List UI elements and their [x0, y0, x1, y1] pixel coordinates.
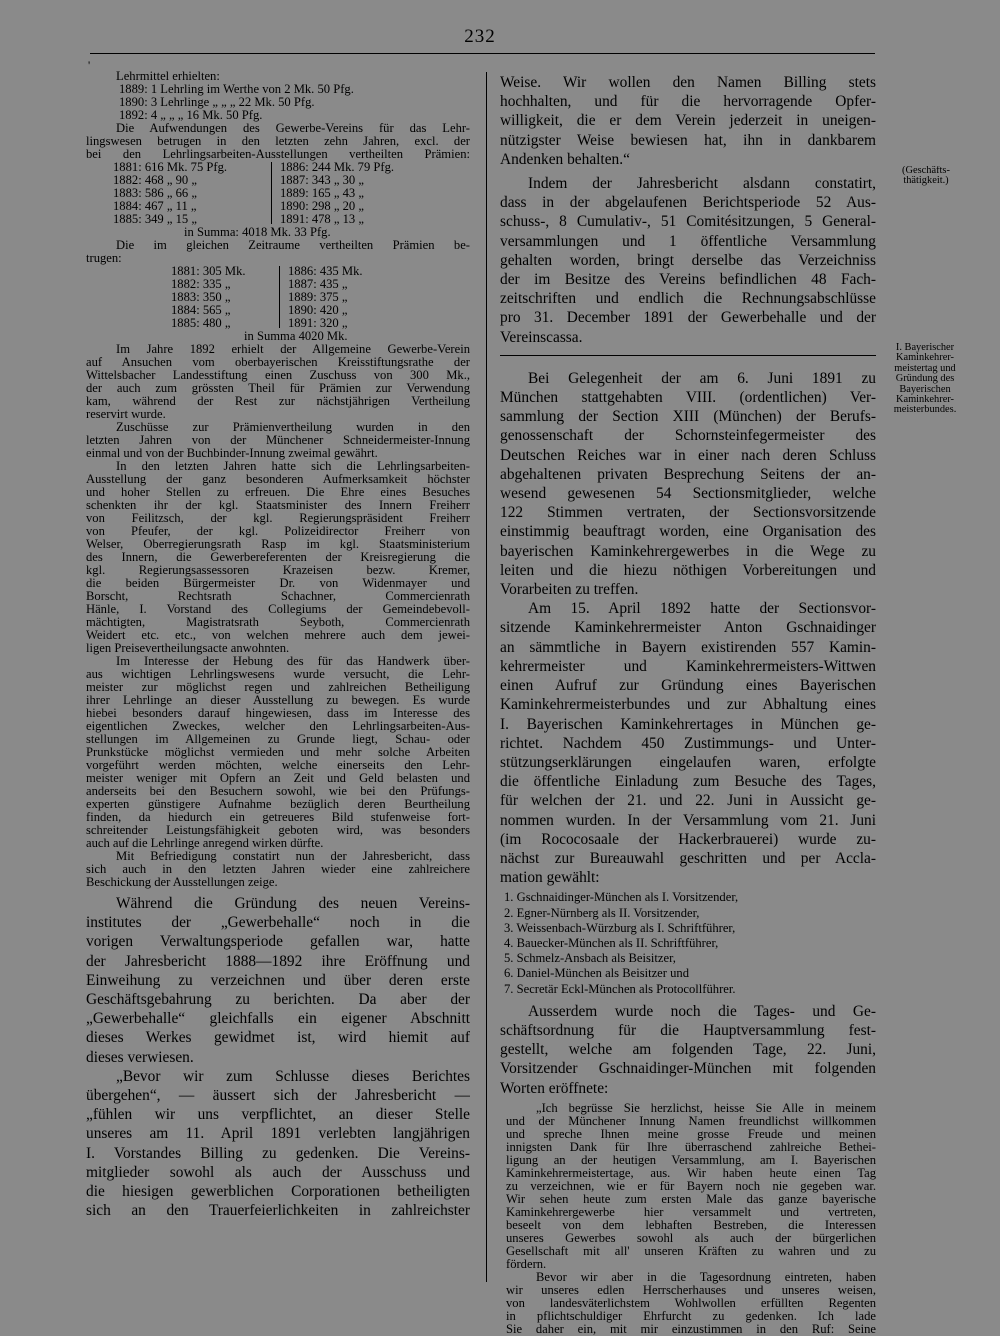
paragraph-geschaeftsthaetigkeit: [500, 174, 876, 347]
table-cell: 1885: 349 „ 15 „: [113, 213, 197, 226]
text-line: sich an den Trauerfeierlichkeiten in zahlreichster: [86, 1202, 470, 1220]
text-line: stellungen im Allgemeinen zu Grunde liegt, Schau- oder: [86, 733, 470, 746]
table-column-right: [280, 161, 394, 226]
text-line: „Ich begrüsse Sie herzlichst, heisse Sie Alle in meinem: [536, 1101, 876, 1115]
table-cell: 1889: 375 „: [288, 291, 348, 304]
text-line: bayerischen Kaminkehrergewerbes in die Wege zu: [500, 542, 876, 560]
section-rule: [500, 355, 876, 356]
table-cell: 1884: 467 „ 11 „: [113, 200, 197, 213]
text-line: Ausserdem wurde noch die Tages- und Ge-: [528, 1002, 876, 1020]
text-line: Bei Gelegenheit der am 6. Juni 1891 zu: [528, 369, 876, 387]
page-number: 232: [464, 26, 496, 47]
text-line: 122 Stimmen vertraten, der Sectionsvorsitzende: [500, 504, 876, 522]
text-line: trugen:: [86, 252, 122, 265]
text-line: I. Vorstandes Billing zu gedenken. Die Vereins-: [86, 1144, 470, 1162]
text-line: und der Münchener Innung Namen freundlichst willkommen: [506, 1114, 876, 1128]
text-line: mation gewählt:: [500, 869, 600, 887]
text-line: Weidert etc. etc., von welchen mehrere auch dem jewei-: [86, 629, 470, 642]
text-line: Kaminkehrermeisterbundes und zur Abhaltung eines: [500, 696, 876, 714]
text-line: meister weniger mit Opfern an Zeit und Geld belasten und: [86, 772, 470, 785]
margin-note-line: I. Bayerischer: [895, 343, 955, 353]
text-line: ligen Preisevertheilungsacte anwohnten.: [86, 642, 290, 655]
text-line: ihrer Lehrlinge an dieser Ausstellung zu bewegen. Es wurde: [86, 694, 470, 707]
margin-note-line: Kaminkehrer-: [895, 395, 955, 406]
paragraph-zuschuss: [86, 343, 470, 421]
column-divider: [486, 72, 487, 1282]
text-line: Welser, Oberregierungsrath Rasp im kgl. Staatsministerium: [86, 538, 470, 551]
text-line: Gesellschaft mit all' unseren Kräften zu wahren und zu: [506, 1244, 876, 1258]
quote-tagesordnung: [500, 1271, 876, 1336]
table-cell: 1887: 435 „: [288, 278, 348, 291]
table-divider: [279, 266, 280, 328]
text-line: innigsten Dank für Ihre überraschend zahlreiche Bethei-: [506, 1140, 876, 1154]
paragraph-aufruf: [500, 599, 876, 887]
table-sum: in Summa 4020 Mk.: [244, 330, 348, 343]
text-line: reservirt wurde.: [86, 408, 166, 421]
text-line: aus wichtigen Lehrlingswesens wurde versucht, die Lehr-: [86, 668, 470, 681]
text-line: letzten Jahren von der Münchener Schneidermeister-Innung: [86, 434, 470, 447]
paragraph-gewerbehalle: [86, 894, 470, 1067]
lehrmittel-block: [86, 70, 470, 122]
text-line: institutes der „Gewerbehalle“ noch in die: [86, 914, 470, 932]
text-line: 1892: 4 „ „ „ 16 Mk. 50 Pfg.: [119, 109, 263, 122]
text-line: wesend gewesenen 54 Sectionsmitglieder, welche: [500, 485, 876, 503]
list-item: 3. Weissenbach-Würzburg als I. Schriftführer,: [504, 920, 736, 935]
text-line: Im Interesse der Hebung des für das Handwerk über-: [116, 655, 470, 668]
text-line: zu verzeichnen, wie er für Bayern noch nie gegeben war.: [506, 1179, 876, 1193]
text-line: Vorsitzender Gschnaidinger-München mit folgenden: [500, 1060, 876, 1078]
text-line: Prunkstücke möglichst vermieden und mehr solche Arbeiten: [86, 746, 470, 759]
text-line: mächtigten, Magistratsrath Seyboth, Commercienrath: [86, 616, 470, 629]
paragraph-aufwendungen: [86, 122, 470, 161]
text-line: sich auch in den letzten Jahren wieder eine zahlreichere: [86, 863, 470, 876]
text-line: auf Ansuchen vom oberbayerischen Kreisstiftungsrathe der: [86, 356, 470, 369]
text-line: schuss-, 8 Cumulativ-, 51 Comitésitzungen, 5 General-: [500, 213, 876, 231]
text-line: Andenken behalten.“: [500, 150, 630, 168]
text-line: kgl. Regierungsassessoren Krazeisen bezw. Kremer,: [86, 564, 470, 577]
text-line: vorgeführt werden möchten, welche einerseits den Lehr-: [86, 759, 470, 772]
table-cell: 1889: 165 „ 43 „: [280, 187, 364, 200]
margin-note-line: Kaminkehrer-: [895, 353, 955, 364]
list-item: 1. Gschnaidinger-München als I. Vorsitzender,: [504, 890, 739, 905]
quote-begruessung: [500, 1102, 876, 1271]
header-rule: [90, 53, 875, 54]
margin-note-line: thätigkeit.): [903, 176, 949, 187]
text-line: „fühlen wir uns verpflichtet, an dieser Stelle: [86, 1106, 470, 1124]
paragraph-praemien: [86, 239, 470, 265]
text-line: Lehrmittel erhielten:: [116, 70, 220, 83]
text-line: Vorarbeiten zu treffen.: [500, 581, 639, 599]
paragraph-befriedigung: [86, 850, 470, 889]
text-line: kam, während der Rest zur nächstjährigen Vertheilung: [86, 395, 470, 408]
text-line: Worten eröffnete:: [500, 1079, 609, 1097]
text-line: und hoher Stellen zu erfreuen. Die Ehre eines Besuches: [86, 486, 470, 499]
text-line: die öffentliche Einladung zum Besuche des Tages,: [500, 773, 876, 791]
text-line: gestellt, welche am folgenden Tage, 22. Juni,: [500, 1041, 876, 1059]
text-line: gehalten worden, bringt derselbe das Verzeichniss: [500, 251, 876, 269]
table-cell: 1883: 350 „: [171, 291, 231, 304]
text-line: schreitender Leistungsfähigkeit geboten wird, was besonders: [86, 824, 470, 837]
table-cell: 1885: 480 „: [171, 317, 231, 330]
text-line: Zuschüsse zur Prämienvertheilung wurden in den: [116, 421, 470, 434]
text-line: einmal und von der Buchbinder-Innung zweimal gewährt.: [86, 447, 378, 460]
text-line: dieses verwiesen.: [86, 1048, 194, 1066]
bureau-list: [500, 890, 876, 996]
paragraph-besuche: [86, 460, 470, 655]
text-line: „Gewerbehalle“ gleichfalls ein eigener Abschnitt: [86, 1010, 470, 1028]
text-line: fördern.: [506, 1257, 547, 1271]
paragraph-billing: [86, 1067, 470, 1221]
text-line: (im Rococosaale der Hackerbrauerei) wurde zu-: [500, 830, 876, 848]
table-cell: 1882: 335 „: [171, 278, 231, 291]
list-item: 7. Secretär Eckl-München als Protocollführer.: [504, 981, 736, 996]
table-cell: 1890: 298 „ 20 „: [280, 200, 364, 213]
text-line: Kaminkehrergewerbe hier versammelt und vertreten,: [506, 1205, 876, 1219]
text-line: der Jahresbericht 1888—1892 ihre Eröffnung und: [86, 952, 470, 970]
text-line: Ausstellung der ganz besonderen Aufmerksamkeit höchster: [86, 473, 470, 486]
list-item: 6. Daniel-München als Beisitzer und: [504, 966, 690, 981]
prizes-table: [86, 265, 470, 330]
text-line: München stattgehabten VIII. (ordentlichen) Ver-: [500, 389, 876, 407]
text-line: von Pfeufer, der kgl. Polizeidirector Freiherr von: [86, 525, 470, 538]
text-line: leiten und die hiezu nöthigen Vorbereitungen und: [500, 561, 876, 579]
text-line: willigkeit, die er dem Verein jederzeit in uneigen-: [500, 112, 876, 130]
text-line: I. Bayerischen Kaminkehrertages in München ge-: [500, 715, 876, 733]
text-line: des Innern, die Gewerbereferenten der Kreisregierung die: [86, 551, 470, 564]
margin-note-line: meisterbundes.: [893, 405, 957, 416]
text-line: Einweihung zu verzeichnen und über deren erste: [86, 971, 470, 989]
text-line: Beschickung der Ausstellungen zeige.: [86, 876, 278, 889]
text-line: unseres am 11. April 1891 verlebten langjährigen: [86, 1125, 470, 1143]
text-line: Am 15. April 1892 hatte der Sectionsvor-: [528, 600, 876, 618]
table-column-right: [288, 265, 363, 330]
table-sum: in Summa: 4018 Mk. 33 Pfg.: [184, 226, 331, 239]
text-line: nächst zur Bureauwahl geschritten und per Accla-: [500, 849, 876, 867]
text-line: Die Aufwendungen des Gewerbe-Vereins für das Lehr-: [116, 122, 470, 135]
text-line: zeitschriften und endlich die Rechnungsabschlüsse: [500, 290, 876, 308]
text-line: experten günstigere Aufnahme bezüglich deren Beurtheilung: [86, 798, 470, 811]
text-line: ligung an der heutigen Versammlung, am I. Bayerischen: [506, 1153, 876, 1167]
text-line: hiebei besonders darauf hingewiesen, dass im Interesse des: [86, 707, 470, 720]
list-item: 2. Egner-Nürnberg als II. Vorsitzender,: [504, 905, 700, 920]
table-cell: 1887: 343 „ 30 „: [280, 174, 364, 187]
text-line: nommen wurden. In der Versammlung vom 21. Juni: [500, 811, 876, 829]
paragraph-tagesordnung: [500, 1002, 876, 1098]
text-line: Die im gleichen Zeitraume vertheilten Prämien be-: [116, 239, 470, 252]
margin-note-line: Gründung des: [895, 374, 955, 385]
text-line: Bevor wir aber in die Tagesordnung eintreten, haben: [536, 1270, 876, 1284]
text-line: die hiesigen gewerblichen Corporationen betheiligten: [86, 1183, 470, 1201]
text-line: finden, da hiedurch ein getreueres Bild stufenweise fort-: [86, 811, 470, 824]
right-column: [500, 73, 876, 1336]
text-line: dieses Werkes gewidmet ist, wird hiemit auf: [86, 1029, 470, 1047]
margin-note-geschaeftsthaetigkeit: [886, 166, 966, 187]
text-line: mitglieder sowohl als auch der Ausschuss und: [86, 1163, 470, 1181]
text-line: pro 31. December 1891 der Gewerbehalle und der: [500, 309, 876, 327]
text-line: stützungserklärungen eingelaufen waren, erfolgte: [500, 753, 876, 771]
text-line: versammlungen und 1 öffentliche Versammlung: [500, 232, 876, 250]
text-line: Wir sehen heute zum ersten Male das ganze bayerische: [506, 1192, 876, 1206]
text-line: von landesväterlichstem Wohlwollen erfüllten Regenten: [506, 1296, 876, 1310]
text-line: dass in der abgelaufenen Berichtsperiode 52 Aus-: [500, 194, 876, 212]
text-line: Deutschen Reiches war in einer nach deren Schluss: [500, 446, 876, 464]
text-line: Während die Gründung des neuen Vereins-: [116, 895, 470, 912]
paragraph-gelegenheit: [500, 369, 876, 599]
table-cell: 1881: 305 Mk.: [171, 265, 246, 278]
text-line: Mit Befriedigung constatirt nun der Jahresbericht, dass: [116, 850, 470, 863]
text-line: bei den Lehrlingsarbeiten-Ausstellungen vertheilten Prämien:: [86, 148, 470, 161]
text-line: für welchen der 21. und 22. Juni in Aussicht ge-: [500, 792, 876, 810]
table-cell: 1882: 468 „ 90 „: [113, 174, 197, 187]
text-line: eigentlichen Zweckes, welcher den Lehrlingsarbeiten-Aus-: [86, 720, 470, 733]
margin-note-line: meistertag und: [894, 363, 956, 374]
text-line: auch auf die Lehrlinge anregend wirken dürfte.: [86, 837, 324, 850]
text-line: Sie daher ein, mit mir einzustimmen in den Ruf: Seine: [506, 1322, 876, 1336]
list-item: 4. Bauecker-München als II. Schriftführer,: [504, 935, 719, 950]
text-line: sitzende Kaminkehrermeister Anton Gschnaidinger: [500, 619, 876, 637]
text-line: meister zur möglichst regen und zahlreichen Betheiligung: [86, 681, 470, 694]
table-cell: 1884: 565 „: [171, 304, 231, 317]
text-line: kehrermeister und Kaminkehrermeisters-Wittwen: [500, 657, 876, 675]
text-line: und spreche Ihnen meine grosse Freude und meinen: [506, 1127, 876, 1141]
table-divider: [271, 162, 272, 224]
stray-mark: ': [88, 58, 91, 72]
text-line: beseelt von dem lebhaften Bestreben, die Interessen: [506, 1218, 876, 1232]
text-line: abgehaltenen privaten Besprechung Seitens der an-: [500, 465, 876, 483]
table-cell: 1890: 420 „: [288, 304, 348, 317]
text-line: „Bevor wir zum Schlusse dieses Berichtes: [116, 1067, 470, 1085]
text-line: nützigster Weise bewiesen hat, ihn in dankbarem: [500, 131, 876, 149]
text-line: von Feilitzsch, der kgl. Regierungspräsident Freiherr: [86, 512, 470, 525]
text-line: 1890: 3 Lehrlinge „ „ „ 22 Mk. 50 Pfg.: [119, 96, 315, 109]
paragraph-interesse: [86, 655, 470, 850]
table-column-left: [171, 265, 271, 330]
table-cell: 1886: 435 Mk.: [288, 265, 363, 278]
text-line: die beiden Bürgermeister Dr. von Widenmayer und: [86, 577, 470, 590]
text-line: Indem der Jahresbericht alsdann constatirt,: [528, 175, 876, 193]
text-line: 1889: 1 Lehrling im Werthe von 2 Mk. 50 Pfg.: [119, 83, 354, 96]
table-cell: 1891: 320 „: [288, 317, 348, 330]
table-cell: 1891: 478 „ 13 „: [280, 213, 364, 226]
text-line: anderseits bei den Besuchern sowohl, wie bei den Prüfungs-: [86, 785, 470, 798]
text-line: hochhalten, und für die hervorragende Opfer-: [500, 93, 876, 111]
text-line: Wittelsbacher Landesstiftung einen Zuschuss von 300 Mk.,: [86, 369, 470, 382]
margin-note-line: (Geschäfts-: [902, 166, 950, 176]
text-line: der auch zum grössten Theil für Prämien zur Verwendung: [86, 382, 470, 395]
expenses-table: [86, 161, 470, 226]
margin-note-line: Bayerischen: [899, 384, 951, 395]
list-item: 5. Schmelz-Ansbach als Beisitzer,: [504, 951, 676, 966]
text-line: lingswesen betrugen in den letzten zehn Jahren, excl. der: [86, 135, 470, 148]
text-line: genossenschaft der Schornsteinfegermeister des: [500, 427, 876, 445]
text-line: vorigen Verwaltungsperiode gefallen war, hatte: [86, 933, 470, 951]
text-line: der im Besitze des Vereins befindlichen 48 Fach-: [500, 271, 876, 289]
text-line: unseres Gewerbes sowohl als auch der bürgerlichen: [506, 1231, 876, 1245]
text-line: Borscht, Rechtsrath Schachner, Commercienrath: [86, 590, 470, 603]
text-line: In den letzten Jahren hatte sich die Lehrlingsarbeiten-: [116, 460, 470, 473]
paragraph-innungen: [86, 421, 470, 460]
text-line: sammlung der Section XIII (München) der Berufs-: [500, 408, 876, 426]
table-column-left: [113, 161, 263, 226]
text-line: in pflichtschuldiger Ehrfurcht zu gedenken. Ich lade: [506, 1309, 876, 1323]
table-cell: 1881: 616 Mk. 75 Pfg.: [113, 161, 228, 174]
text-line: Hänle, I. Vorstand des Collegiums der Gemeindebevoll-: [86, 603, 470, 616]
text-line: einen Aufruf zur Gründung eines Bayerischen: [500, 677, 876, 695]
text-line: einstimmig beauftragt worden, eine Organisation des: [500, 523, 876, 541]
text-line: Kaminkehrermeistertage, aus. Wir haben heute einen Tag: [506, 1166, 876, 1180]
text-line: schäftsordnung für die Hauptversammlung fest-: [500, 1021, 876, 1039]
text-line: Geschäftsgebahrung zu berichten. Da aber der: [86, 991, 470, 1009]
text-line: schenkten ihr der kgl. Staatsminister des Innern Freiherr: [86, 499, 470, 512]
margin-note-kaminkehrertag: [882, 343, 968, 416]
text-line: wir unseres edlen Herrscherhauses und unseres weisen,: [506, 1283, 876, 1297]
text-line: richtet. Nachdem 450 Zustimmungs- und Unter-: [500, 734, 876, 752]
text-line: Vereinscassa.: [500, 328, 583, 346]
table-cell: 1886: 244 Mk. 79 Pfg.: [280, 161, 395, 174]
text-line: Im Jahre 1892 erhielt der Allgemeine Gewerbe-Verein: [116, 343, 470, 356]
paragraph-andenken: [500, 73, 876, 169]
text-line: übergehen“, — äussert sich der Jahresbericht —: [86, 1087, 470, 1105]
text-line: Weise. Wir wollen den Namen Billing stets: [500, 74, 876, 91]
text-line: an sämmtliche in Bayern existirenden 557 Kamin-: [500, 638, 876, 656]
left-column: [86, 70, 470, 1220]
table-cell: 1883: 586 „ 66 „: [113, 187, 197, 200]
